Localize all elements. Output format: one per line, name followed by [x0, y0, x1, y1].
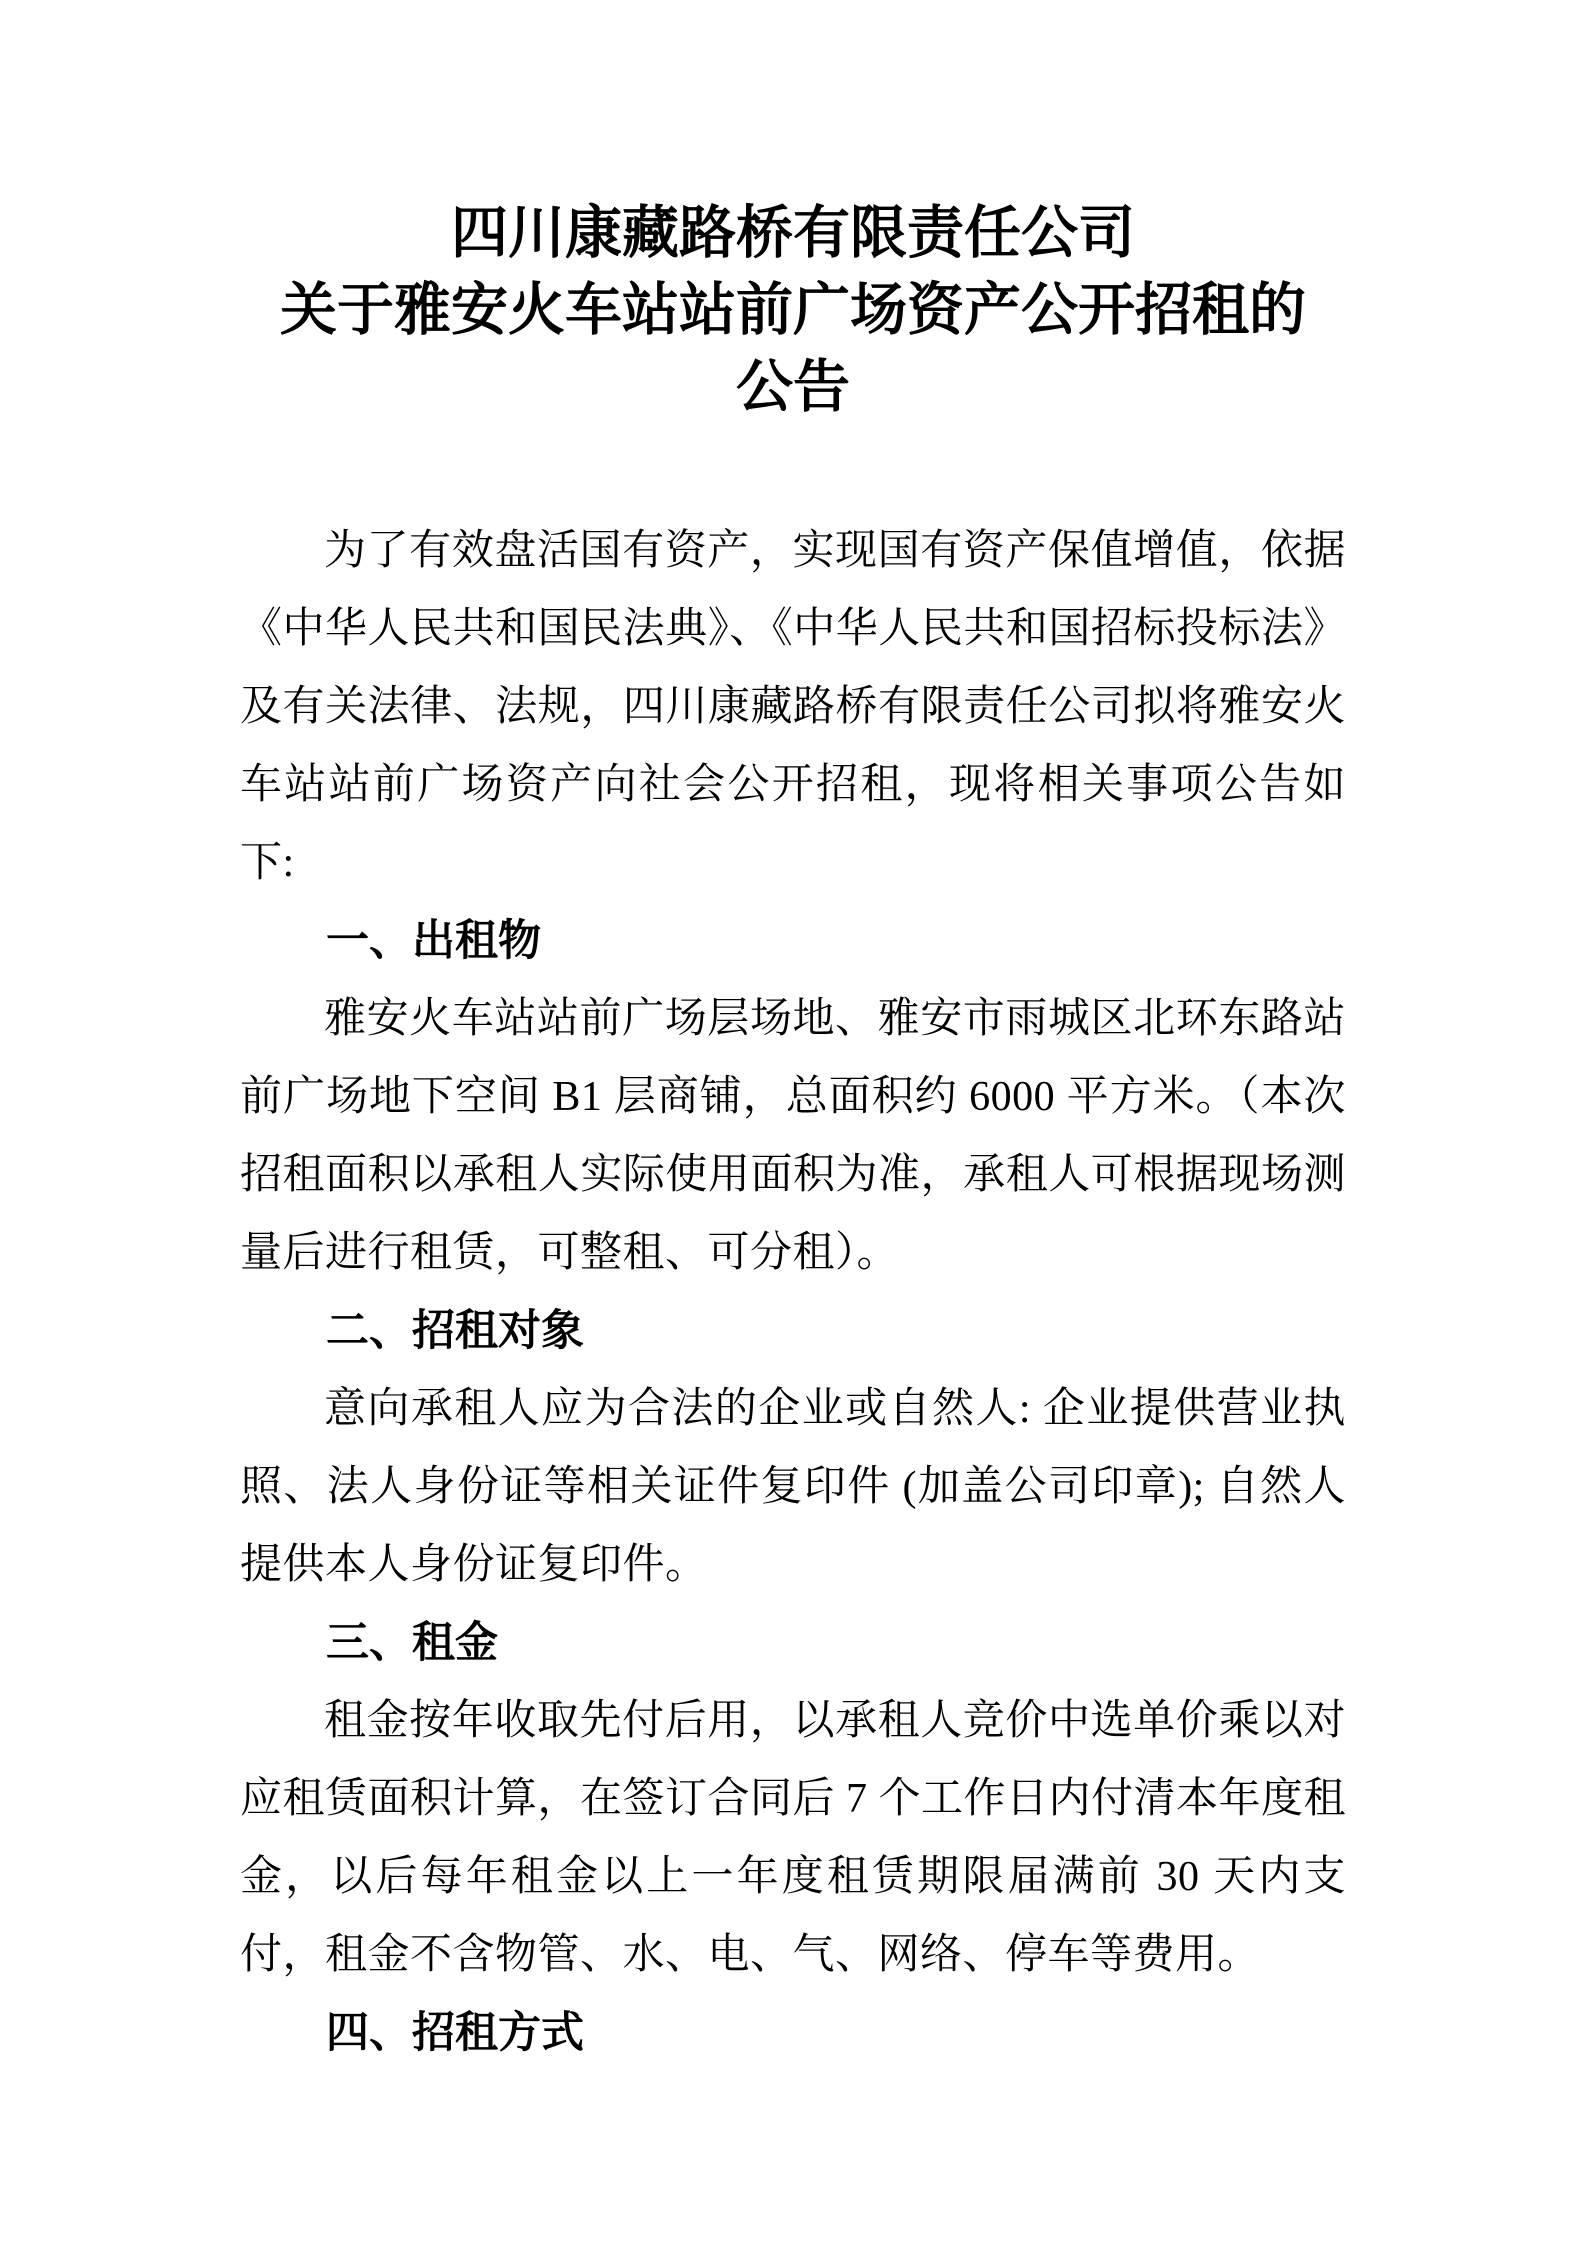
body-paragraph: 雅安火车站站前广场层场地、雅安市雨城区北环东路站前广场地下空间 B1 层商铺，总面积约 6000 平方米。（本次招租面积以承租人实际使用面积为准，承租人可根据现场测量后进行租赁，可整租、可分租）。: [240, 996, 1346, 1276]
title-line: 公告: [736, 356, 850, 419]
title-line: 四川康藏路桥有限责任公司: [451, 202, 1135, 265]
section-heading: 三、租金: [326, 1619, 498, 1667]
body-paragraph: 意向承租人应为合法的企业或自然人: 企业提供营业执照、法人身份证等相关证件复印件 (加盖公司印章); 自然人提供本人身份证复印件。: [240, 1386, 1346, 1588]
section-heading: 二、招租对象: [326, 1307, 584, 1355]
document-body: [240, 512, 1346, 2072]
body-paragraph: 租金按年收取先付后用，以承租人竞价中选单价乘以对应租赁面积计算，在签订合同后 7 个工作日内付清本年度租金，以后每年租金以上一年度租赁期限届满前 30 天内支付，租金不含物管、水、电、气、网络、停车等费用。: [240, 1698, 1347, 1978]
section-heading: 四、招租方式: [326, 2009, 584, 2057]
document-title: [240, 195, 1346, 426]
section-heading: 一、出租物: [326, 917, 541, 965]
body-paragraph: 为了有效盘活国有资产，实现国有资产保值增值，依据《中华人民共和国民法典》、《中华人民共和国招标投标法》及有关法律、法规，四川康藏路桥有限责任公司拟将雅安火车站站前广场资产向社会公开招租，现将相关事项公告如下:: [240, 528, 1346, 886]
title-line: 关于雅安火车站站前广场资产公开招租的: [280, 279, 1306, 342]
